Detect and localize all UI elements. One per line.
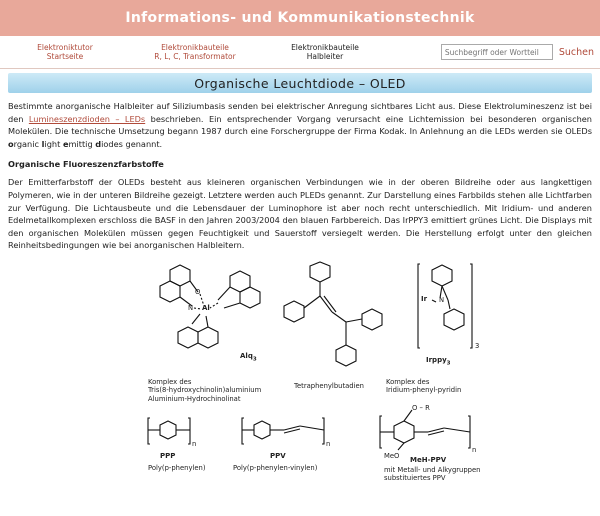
intro-text: mittig bbox=[68, 138, 96, 149]
tpb-caption: Tetraphenylbutadien bbox=[294, 381, 364, 390]
section-heading: Organische Fluoreszenzfarbstoffe bbox=[8, 159, 164, 170]
search-button[interactable]: Suchen bbox=[558, 46, 594, 58]
acronym-letter: d bbox=[95, 138, 102, 149]
ppp-caption: Poly(p-phenylen) bbox=[148, 463, 206, 472]
caption-line: Komplex des bbox=[386, 377, 430, 386]
nav-line2: R, L, C, Transformator bbox=[154, 52, 236, 61]
alq3-label-text: Alq bbox=[240, 351, 253, 360]
ppv-repeat-n: n bbox=[326, 439, 331, 448]
nav-line1: Elektronikbauteile bbox=[161, 43, 229, 52]
nav-item-rlc[interactable] bbox=[130, 43, 260, 61]
atom-ir: Ir bbox=[421, 294, 428, 303]
nav-link-rlc[interactable] bbox=[154, 43, 235, 61]
tetraphenylbutadien-structure bbox=[280, 262, 390, 372]
ppp-structure bbox=[146, 416, 196, 446]
nav-link-startseite[interactable] bbox=[37, 43, 93, 61]
atom-o: O bbox=[195, 287, 201, 296]
acronym-letter: e bbox=[62, 138, 69, 149]
intro-paragraph bbox=[8, 100, 592, 150]
caption-line: Iridium-phenyl-pyridin bbox=[386, 386, 462, 395]
caption-line: Tris(8-hydroxychinolin)aluminium bbox=[148, 386, 262, 395]
ppv-label: PPV bbox=[270, 451, 286, 460]
nav-line2: Halbleiter bbox=[306, 52, 344, 61]
ppv-caption: Poly(p-phenylen-vinylen) bbox=[233, 463, 318, 472]
top-navigation bbox=[0, 36, 600, 69]
caption-line: Aluminium-Hydrochinolinat bbox=[148, 394, 241, 403]
site-title: Informations- und Kommunikationstechnik bbox=[125, 10, 475, 26]
search-input[interactable] bbox=[441, 44, 553, 60]
alq3-label bbox=[240, 352, 257, 364]
caption-line: substituiertes PPV bbox=[384, 474, 446, 483]
nav-line1: Elektroniktutor bbox=[37, 43, 93, 52]
irppy3-caption bbox=[386, 378, 461, 395]
mehppv-label: MeH-PPV bbox=[410, 455, 447, 464]
search-area bbox=[441, 44, 594, 60]
intro-text: rganic bbox=[13, 138, 42, 149]
site-header bbox=[0, 0, 600, 36]
page-title: Organische Leuchtdiode – OLED bbox=[194, 75, 406, 91]
nav-link-halbleiter[interactable] bbox=[291, 43, 359, 61]
led-link[interactable]: Lumineszenzdioden – LEDs bbox=[28, 113, 146, 124]
irppy3-label-sub: 3 bbox=[446, 360, 451, 367]
molecule-figure bbox=[8, 256, 592, 488]
caption-line: Komplex des bbox=[148, 377, 192, 386]
irppy3-label-text: Irppy bbox=[426, 355, 447, 364]
intro-text: ight bbox=[44, 138, 63, 149]
atom-al: Al bbox=[202, 303, 210, 312]
mehppv-caption bbox=[384, 466, 480, 483]
ppp-label: PPP bbox=[160, 451, 176, 460]
alq3-subscript: 3 bbox=[252, 356, 257, 363]
intro-text: iodes genannt. bbox=[101, 138, 163, 149]
nav-line2: Startseite bbox=[46, 52, 84, 61]
caption-line: mit Metall- und Alkygruppen bbox=[384, 465, 481, 474]
acronym-letter: l bbox=[41, 138, 45, 149]
main-content bbox=[0, 100, 600, 488]
mehppv-o-r: O – R bbox=[412, 403, 430, 412]
page-title-band bbox=[8, 73, 592, 93]
irppy3-structure bbox=[418, 262, 478, 362]
nav-item-startseite[interactable] bbox=[0, 43, 130, 61]
mehppv-repeat-n: n bbox=[472, 445, 477, 454]
atom-n: N bbox=[439, 295, 445, 304]
ppp-repeat-n: n bbox=[192, 439, 197, 448]
irppy3-label bbox=[426, 356, 450, 368]
intro-text: Bestimmte anorganische Halbleiter auf Siliziumbasis senden bei elektrischer Anregung sichtbares Licht aus. Diese Elektrolumineszenz ist bei den bbox=[8, 101, 592, 124]
acronym-letter: o bbox=[8, 138, 14, 149]
nav-line1: Elektronikbauteile bbox=[291, 43, 359, 52]
nav-item-halbleiter[interactable] bbox=[260, 43, 390, 61]
atom-n: N bbox=[188, 303, 194, 312]
intro-text: beschrieben. Ein entsprechender Vorgang verursacht eine Lichtemission bei besonderen organischen Molekülen. Die technische Umsetzung begann 1987 durch eine Forschergruppe der Firma Kodak. In Anlehnung an die LEDs werden sie OLEDs bbox=[8, 113, 592, 137]
alq3-caption bbox=[148, 378, 261, 404]
irppy3-subscript: 3 bbox=[475, 341, 480, 350]
mehppv-meo: MeO bbox=[384, 451, 400, 460]
section-paragraph: Der Emitterfarbstoff der OLEDs besteht aus kleineren organischen Verbindungen wie in der oberen Bildreihe oder aus langkettigen Polymeren, wie in der unteren Bildreihe gezeigt. Letztere werden auch PLEDs genannt. Zur Darstellung eines Farbbilds stehen alle Lichtfarben zur Verfügung. Die Lichtausbeute und die Lebensdauer der Luminophore ist aber noch recht unterschiedlich. Mit Iridium- und anderen Edelmetallkomplexen erschloss die BASF in den Jahren 2003/2004 den blauen Farbbereich. Das IrPPY3 emittiert grünes Licht. Die Displays mit den organischen Molekülen müssen gegen Feuchtigkeit und Sauerstoff versiegelt werden. Die Herstellung erfolgt unter den gleichen Reinheitsbedingungen wie bei anorganischen Halbleitern. bbox=[8, 177, 592, 251]
ppv-structure bbox=[240, 416, 330, 446]
